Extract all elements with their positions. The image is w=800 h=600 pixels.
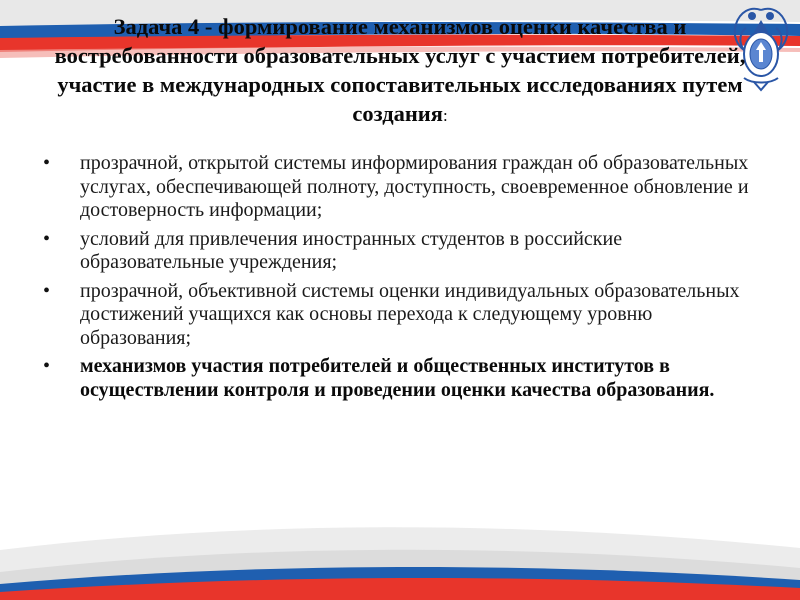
bullet-marker: •	[43, 227, 51, 250]
bullet-marker: •	[43, 279, 51, 302]
bullet-text: условий для привлечения иностранных студентов в российские образовательные учреждения;	[80, 227, 623, 273]
bullet-list	[43, 152, 763, 407]
bullet-marker: •	[43, 355, 51, 377]
slide-title	[40, 12, 760, 130]
bullet-item-emphasized	[43, 355, 763, 402]
bullet-marker: •	[43, 152, 51, 174]
bottom-decorative-waves	[0, 480, 800, 600]
slide-title-colon: :	[442, 106, 448, 125]
bullet-item	[43, 152, 763, 223]
bullet-text: механизмов участия потребителей и общественных институтов в осуществлении контроля и проведении оценки качества образования.	[80, 355, 715, 401]
bullet-item	[43, 280, 763, 351]
bullet-item	[43, 228, 763, 275]
bullet-text: прозрачной, открытой системы информирования граждан об образовательных услугах, обеспечивающей полноту, доступность, своевременное обновление и достоверность информации;	[80, 152, 749, 221]
slide-title-text: Задача 4 - формирование механизмов оценки качества и востребованности образовательных услуг с участием потребителей, участие в международных сопоставительных исследованиях путем создания	[54, 14, 746, 126]
bullet-text: прозрачной, объективной системы оценки индивидуальных образовательных достижений учащихся как основы перехода к следующему уровню образования;	[80, 279, 740, 349]
